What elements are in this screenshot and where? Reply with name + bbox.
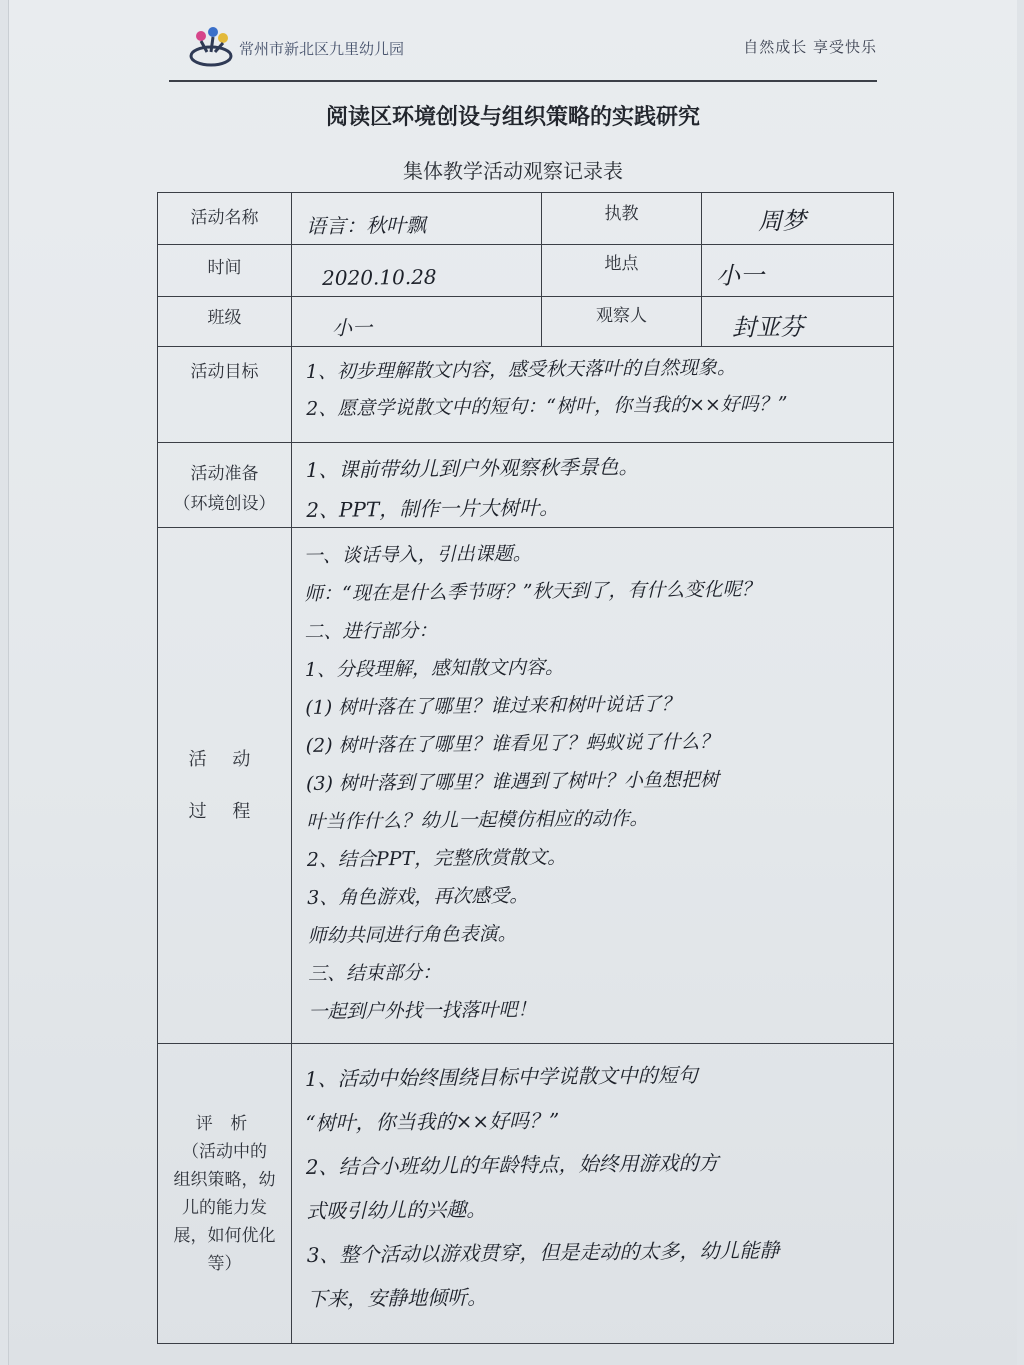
- document-title: 阅读区环境创设与组织策略的实践研究: [325, 104, 700, 130]
- process-content: [292, 528, 894, 1044]
- label-activity-name: 活动名称: [158, 193, 292, 245]
- row-class: [158, 297, 894, 347]
- prep-label-line: （环境创设）: [173, 494, 276, 514]
- label-class: 班级: [158, 297, 292, 347]
- document-sheet: [8, 0, 1017, 1365]
- label-place: 地点: [542, 245, 702, 297]
- value-activity-name: [292, 193, 542, 245]
- row-goals: [158, 347, 894, 443]
- observation-table: [157, 192, 894, 1344]
- goal-line: 2、愿意学说散文中的短句：“树叶，你当我的××好吗？”: [306, 392, 788, 420]
- value-observer: [702, 297, 894, 347]
- process-label-line: 活 动: [188, 748, 261, 770]
- process-line: (3) 树叶落到了哪里？谁遇到了树叶？小鱼想把树: [305, 768, 720, 795]
- label-process: [158, 528, 292, 1044]
- process-line: 2、结合PPT，完整欣赏散文。: [306, 846, 567, 871]
- goal-line: 1、初步理解散文内容，感受秋天落叶的自然现象。: [305, 356, 737, 384]
- form-subtitle: 集体教学活动观察记录表: [403, 159, 623, 183]
- value-time: [292, 245, 542, 297]
- process-line: 3、角色游戏，再次感受。: [307, 884, 529, 909]
- process-line: 师幼共同进行角色表演。: [307, 922, 517, 947]
- activity-name-text: 语言：秋叶飘: [305, 212, 427, 239]
- process-label-line: 过 程: [188, 800, 261, 822]
- prep-content: [292, 443, 894, 528]
- row-prep: [158, 443, 894, 528]
- process-line: 一、谈话导入，引出课题。: [303, 542, 532, 568]
- school-slogan: 自然成长 享受快乐: [743, 38, 877, 56]
- evaluation-line: 1、活动中始终围绕目标中学说散文中的短句: [304, 1062, 698, 1092]
- process-line: (1) 树叶落在了哪里？谁过来和树叶说话了？: [305, 693, 681, 720]
- row-time: [158, 245, 894, 297]
- process-line: 1、分段理解，感知散文内容。: [304, 656, 565, 682]
- row-evaluation: [158, 1044, 894, 1344]
- process-line: 师：“现在是什么季节呀？”秋天到了，有什么变化呢？: [303, 578, 761, 606]
- process-line: 三、结束部分：: [307, 961, 442, 985]
- evaluation-line: 式吸引幼儿的兴趣。: [306, 1197, 487, 1223]
- label-time: 时间: [158, 245, 292, 297]
- evaluation-line: 下来，安静地倾听。: [307, 1285, 488, 1311]
- class-text: 小一: [331, 315, 373, 340]
- school-logo-icon: [187, 22, 235, 70]
- value-class: [292, 297, 542, 347]
- label-prep: [158, 443, 292, 528]
- school-name: 常州市新北区九里幼儿园: [239, 40, 405, 58]
- label-teacher: 执教: [542, 193, 702, 245]
- row-activity-name: [158, 193, 894, 245]
- process-line: 一起到户外找一找落叶吧！: [308, 998, 537, 1023]
- process-line: 叶当作什么？幼儿一起模仿相应的动作。: [306, 807, 649, 833]
- label-observer: 观察人: [542, 297, 702, 347]
- prep-label-line: 活动准备: [190, 464, 259, 484]
- row-process: [158, 528, 894, 1044]
- eval-label-line: 展，如何优化: [173, 1225, 276, 1246]
- evaluation-line: “树叶，你当我的××好吗？”: [305, 1108, 560, 1136]
- eval-label-line: 组织策略，幼: [173, 1169, 276, 1190]
- goals-content: [292, 347, 894, 443]
- time-text: 2020.10.28: [321, 264, 437, 290]
- prep-line: 1、课前带幼儿到户外观察秋季景色。: [305, 454, 639, 483]
- evaluation-content: [292, 1044, 894, 1344]
- evaluation-line: 2、结合小班幼儿的年龄特点，始终用游戏的方: [305, 1150, 719, 1180]
- label-evaluation: [158, 1044, 292, 1344]
- prep-line: 2、PPT，制作一片大树叶。: [306, 495, 560, 522]
- observer-text: 封亚芬: [731, 312, 805, 342]
- evaluation-line: 3、整个活动以游戏贯穿，但是走动的太多，幼儿能静: [306, 1238, 780, 1267]
- eval-label-line: 等）: [207, 1253, 242, 1274]
- eval-label-line: 评 析: [195, 1113, 254, 1134]
- label-goals: 活动目标: [158, 347, 292, 443]
- process-line: (2) 树叶落在了哪里？谁看见了？蚂蚁说了什么？: [305, 730, 719, 758]
- place-text: 小一: [715, 261, 765, 290]
- header-divider: [169, 80, 877, 82]
- value-place: [702, 245, 894, 297]
- eval-label-line: 儿的能力发: [182, 1197, 267, 1218]
- eval-label-line: （活动中的: [182, 1141, 267, 1162]
- value-teacher: [702, 193, 894, 245]
- teacher-text: 周梦: [757, 206, 807, 236]
- process-line: 二、进行部分：: [304, 619, 438, 644]
